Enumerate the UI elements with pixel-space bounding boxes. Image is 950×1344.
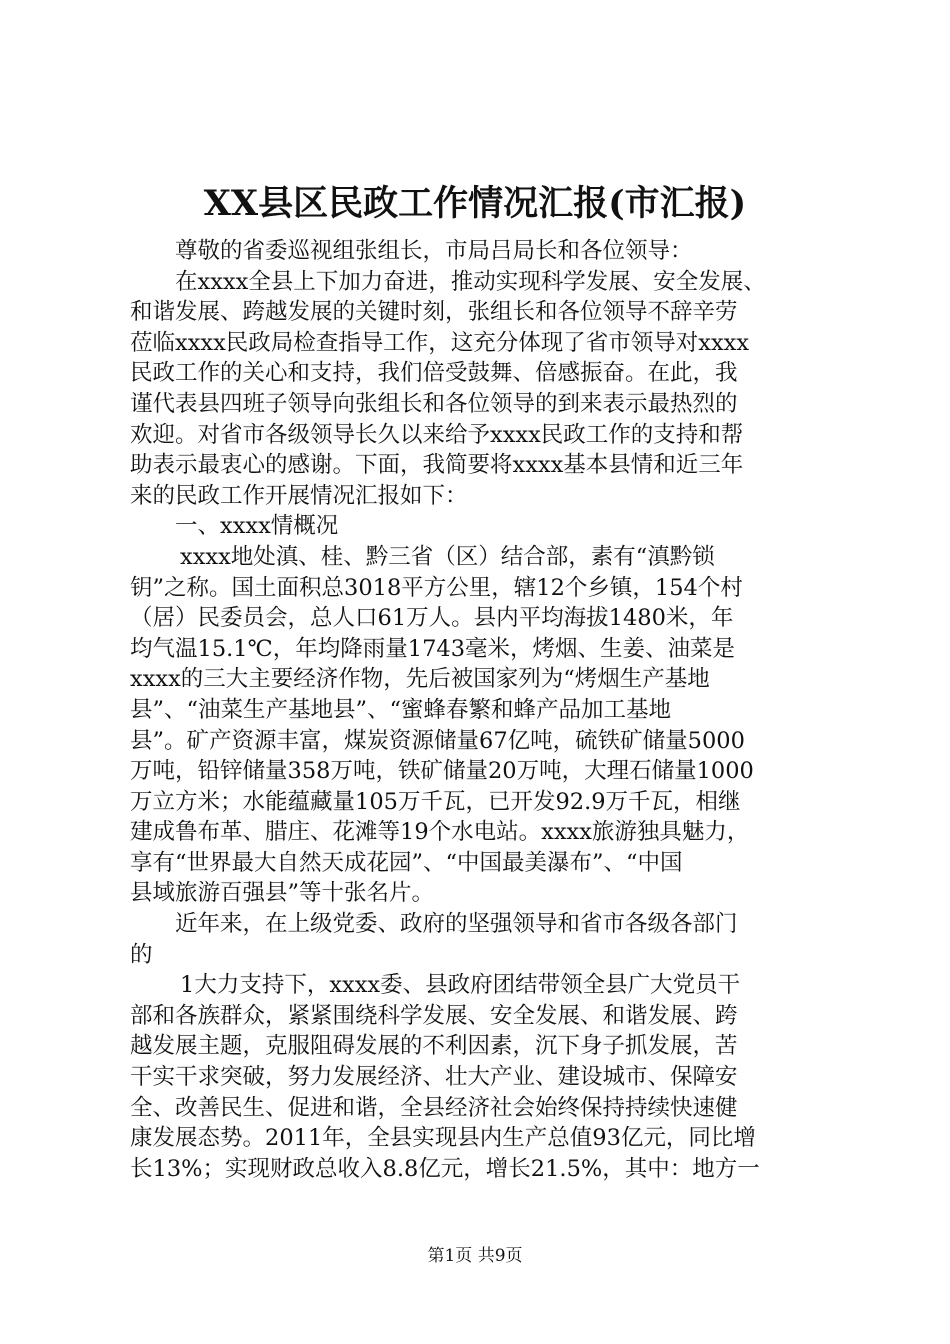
paragraph-line: 康发展态势。2011年，全县实现县内生产总值93亿元，同比增 [130,1125,756,1152]
paragraph-line: 助表示最衷心的感谢。下面，我简要将xxxx基本县情和近三年 [130,452,744,479]
paragraph-line: 均气温15.1℃，年均降雨量1743毫米，烤烟、生姜、油菜是 [130,635,736,662]
salutation-line: 尊敬的省委巡视组张组长，市局吕局长和各位领导： [175,238,693,264]
document-title: XX县区民政工作情况汇报(市汇报) [203,183,747,224]
paragraph-line: 万吨，铅锌储量358万吨，铁矿储量20万吨，大理石储量1000 [130,758,754,785]
document-body [130,236,830,1184]
paragraph-line: 部和各族群众，紧紧围绕科学发展、安全发展、和谐发展、跨 [130,1002,738,1029]
paragraph-line: xxxx的三大主要经济作物，先后被国家列为“烤烟生产基地 [130,666,710,693]
page-footer: 第1页 共9页 [427,1246,523,1266]
paragraph-line: 谨代表县四班子领导向张组长和各位领导的到来表示最热烈的 [130,390,738,417]
paragraph-line: 民政工作的关心和支持，我们倍受鼓舞、倍感振奋。在此，我 [130,360,738,387]
paragraph-line: 长13%；实现财政总收入8.8亿元，增长21.5%，其中：地方一 [130,1155,760,1182]
section-heading: 一、xxxx情概况 [175,513,339,540]
paragraph-line: 在xxxx全县上下加力奋进，推动实现科学发展、安全发展、 [175,268,766,295]
paragraph-line: 和谐发展、跨越发展的关键时刻，张组长和各位领导不辞辛劳 [130,299,738,326]
paragraph-line: 1大力支持下，xxxx委、县政府团结带领全县广大党员干 [180,972,741,999]
paragraph-line: （居）民委员会，总人口61万人。县内平均海拔1480米，年 [130,605,734,632]
paragraph-line: 莅临xxxx民政局检查指导工作，这充分体现了省市领导对xxxx [130,329,750,356]
paragraph-line: xxxx地处滇、桂、黔三省（区）结合部，素有“滇黔锁 [180,543,715,570]
paragraph-line: 全、改善民生、促进和谐，全县经济社会始终保持持续快速健 [130,1094,738,1121]
paragraph-line: 县”、“油菜生产基地县”、“蜜蜂春繁和蜂产品加工基地 [130,696,672,723]
paragraph-line: 干实干求突破，努力发展经济、壮大产业、建设城市、保障安 [130,1064,738,1091]
paragraph-line: 欢迎。对省市各级领导长久以来给予xxxx民政工作的支持和帮 [130,421,744,448]
paragraph-line: 越发展主题，克服阻碍发展的不利因素，沉下身子抓发展，苦 [130,1033,738,1060]
paragraph-line: 县域旅游百强县”等十张名片。 [130,880,435,907]
paragraph-line: 钥”之称。国土面积总3018平方公里，辖12个乡镇，154个村 [130,574,743,601]
paragraph-line: 享有“世界最大自然天成花园”、“中国最美瀑布”、“中国 [130,849,683,876]
paragraph-line: 近年来，在上级党委、政府的坚强领导和省市各级各部门 [175,911,738,938]
paragraph-line: 建成鲁布革、腊庄、花滩等19个水电站。xxxx旅游独具魅力， [130,819,750,846]
paragraph-line: 万立方米；水能蕴藏量105万千瓦，已开发92.9万千瓦，相继 [130,788,741,815]
paragraph-line: 县”。矿产资源丰富，煤炭资源储量67亿吨，硫铁矿储量5000 [130,727,745,754]
paragraph-line: 来的民政工作开展情况汇报如下： [130,482,468,509]
paragraph-line: 的 [130,941,153,968]
